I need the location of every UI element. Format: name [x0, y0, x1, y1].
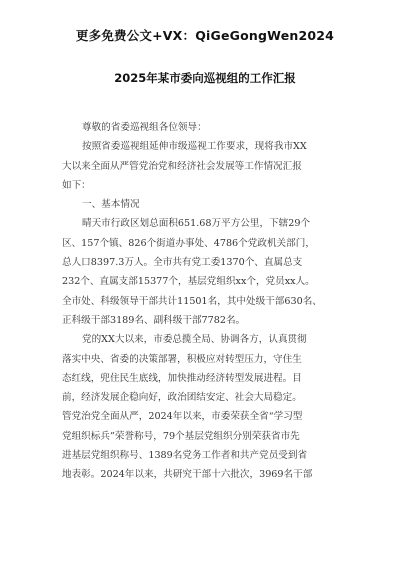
document-title: 2025年某市委向巡视组的工作汇报: [114, 71, 296, 85]
paragraph-line: 态红线，兜住民生底线，加快推动经济转型发展进程。目: [62, 372, 302, 384]
paragraph-line: 全市处、科级领导干部共计11501名，其中处级干部630名、: [62, 295, 322, 307]
paragraph-line: 地表彰。2024年以来，共研究干部十六批次，3969名干部: [62, 469, 313, 481]
document-body: [62, 118, 352, 485]
paragraph-line: 党的XX大以来，市委总揽全局、协调各方，认真贯彻: [82, 334, 307, 346]
paragraph-line: 如下：: [62, 179, 91, 191]
paragraph-line: 落实中央、省委的决策部署，积极应对转型压力，守住生: [62, 353, 302, 365]
paragraph-line: 管党治党全面从严，2024年以来，市委荣获全省“学习型: [62, 411, 303, 423]
paragraph-line: 区、157个镇、826个街道办事处、4786个党政机关部门，: [62, 237, 315, 249]
paragraph-line: 总人口8397.3万人。全市共有党工委1370个、直属总支: [62, 257, 303, 269]
paragraph-line: 大以来全面从严管党治党和经济社会发展等工作情况汇报: [62, 160, 302, 172]
paragraph-line: 晴天市行政区划总面积651.68万平方公里，下辖29个: [82, 218, 311, 230]
paragraph-line: 一、基本情况: [82, 199, 140, 211]
paragraph-line: 进基层党组织称号、1389名党务工作者和共产党员受到省: [62, 450, 308, 462]
paragraph-line: 232个、直属支部15377个，基层党组织xx个，党员xx人。: [62, 276, 315, 288]
paragraph-line: 正科级干部3189名、副科级干部7782名。: [62, 314, 246, 326]
paragraph-line: 党组织标兵”荣誉称号，79个基层党组织分别荣获省市先: [62, 430, 300, 442]
paragraph-line: 前，经济发展企稳向好，政治团结安定、社会大局稳定。: [62, 392, 302, 404]
promo-banner: 更多免费公文+VX：QiGeGongWen2024: [75, 28, 335, 43]
paragraph-line: 按照省委巡视组延伸市级巡视工作要求，现将我市XX: [82, 141, 307, 153]
paragraph-line: 尊敬的省委巡视组各位领导：: [82, 122, 207, 133]
